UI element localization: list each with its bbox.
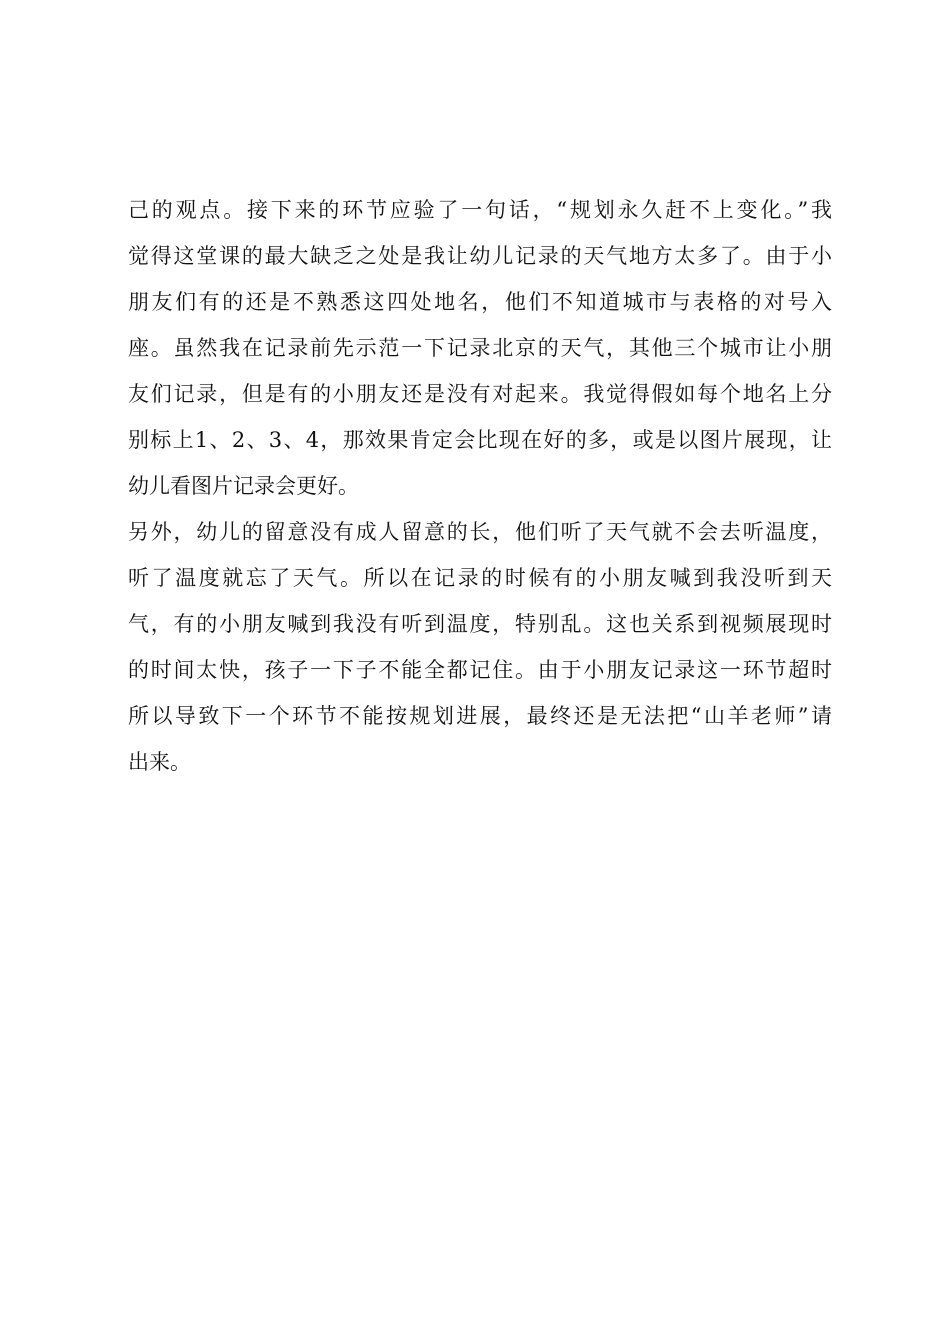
text-line: 座。虽然我在记录前先示范一下记录北京的天气，其他三个城市让小朋: [128, 336, 832, 360]
text-line: 出来。: [128, 750, 191, 774]
paragraph-2: [128, 509, 832, 785]
text-line: 听了温度就忘了天气。所以在记录的时候有的小朋友喊到我没听到天: [128, 566, 832, 590]
text-line: 别标上1、2、3、4，那效果肯定会比现在好的多，或是以图片展现，让: [128, 428, 832, 452]
text-line: 的时间太快，孩子一下子不能全都记住。由于小朋友记录这一环节超时: [128, 658, 832, 682]
text-line: 所以导致下一个环节不能按规划进展，最终还是无法把“山羊老师”请: [128, 704, 832, 728]
text-line: 气，有的小朋友喊到我没有听到温度，特别乱。这也关系到视频展现时: [128, 612, 832, 636]
document-body: [128, 187, 832, 785]
text-line: 觉得这堂课的最大缺乏之处是我让幼儿记录的天气地方太多了。由于小: [128, 244, 832, 268]
text-line: 幼儿看图片记录会更好。: [128, 474, 359, 498]
text-line: 己的观点。接下来的环节应验了一句话，“规划永久赶不上变化。”我: [128, 198, 832, 222]
text-line: 友们记录，但是有的小朋友还是没有对起来。我觉得假如每个地名上分: [128, 382, 832, 406]
paragraph-1: [128, 187, 832, 509]
text-line: 朋友们有的还是不熟悉这四处地名，他们不知道城市与表格的对号入: [128, 290, 832, 314]
text-line: 另外，幼儿的留意没有成人留意的长，他们听了天气就不会去听温度，: [128, 520, 832, 544]
